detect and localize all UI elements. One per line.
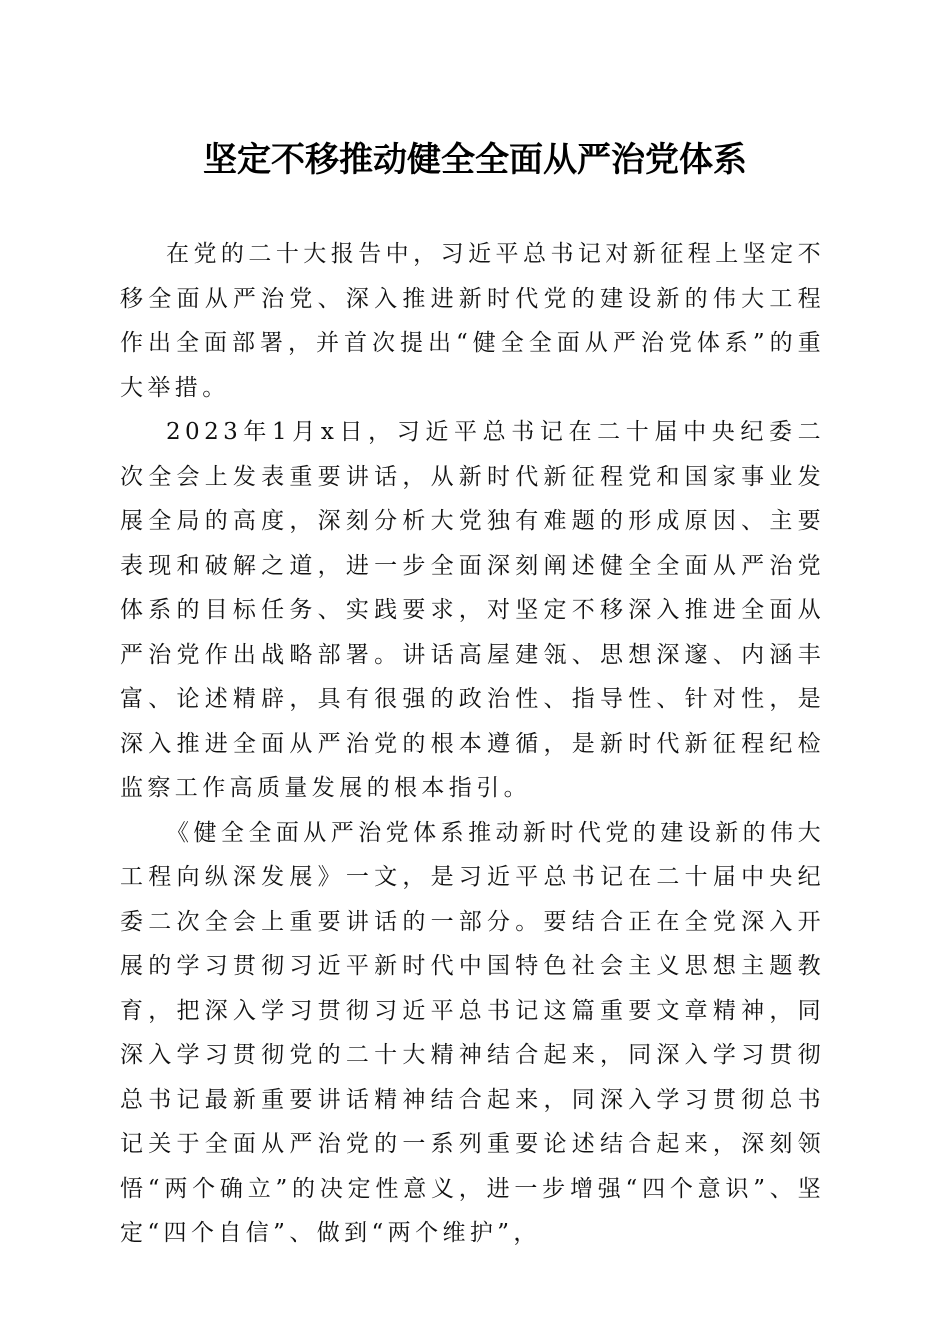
paragraph: 《健全全面从严治党体系推动新时代党的建设新的伟大工程向纵深发展》一文，是习近平总书记在二十届中央纪委二次全会上重要讲话的一部分。要结合正在全党深入开展的学习贯彻习近平新时代中国特色社会主义思想主题教育，把深入学习贯彻习近平总书记这篇重要文章精神，同深入学习贯彻党的二十大精神结合起来，同深入学习贯彻总书记最新重要讲话精神结合起来，同深入学习贯彻总书记关于全面从严治党的一系列重要论述结合起来，深刻领悟“两个确立”的决定性意义，进一步增强“四个意识”、坚定“四个自信”、做到“两个维护”， <box>120 819 825 1246</box>
document-title: 坚定不移推动健全全面从严治党体系 <box>203 140 747 180</box>
document-body <box>120 232 825 1256</box>
paragraph: 2023年1月x日，习近平总书记在二十届中央纪委二次全会上发表重要讲话，从新时代新征程党和国家事业发展全局的高度，深刻分析大党独有难题的形成原因、主要表现和破解之道，进一步全面深刻阐述健全全面从严治党体系的目标任务、实践要求，对坚定不移深入推进全面从严治党作出战略部署。讲话高屋建瓴、思想深邃、内涵丰富、论述精辟，具有很强的政治性、指导性、针对性，是深入推进全面从严治党的根本遵循，是新时代新征程纪检监察工作高质量发展的根本指引。 <box>120 419 825 801</box>
paragraph: 在党的二十大报告中，习近平总书记对新征程上坚定不移全面从严治党、深入推进新时代党的建设新的伟大工程作出全面部署，并首次提出“健全全面从严治党体系”的重大举措。 <box>120 241 825 401</box>
